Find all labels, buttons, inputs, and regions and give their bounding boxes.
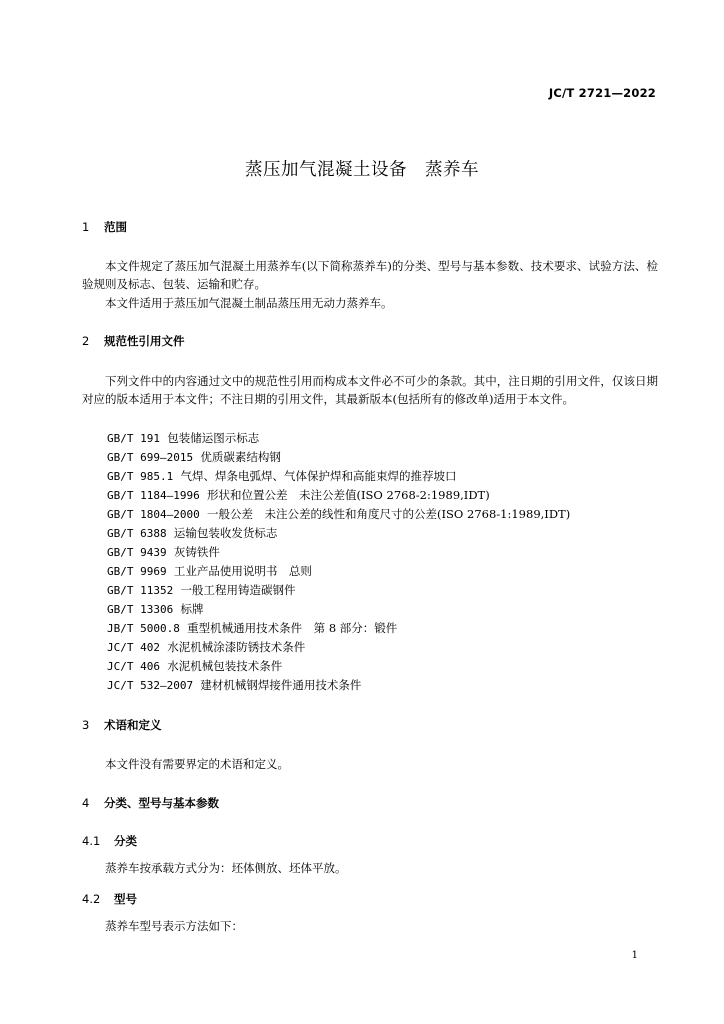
section-3-heading bbox=[82, 717, 162, 733]
subsection-4-1-heading bbox=[82, 833, 137, 849]
section-2-heading bbox=[82, 333, 185, 349]
reference-code: GB/T 1184—1996 bbox=[107, 489, 200, 502]
paragraph: 本文件规定了蒸压加气混凝土用蒸养车(以下简称蒸养车)的分类、型号与基本参数、技术要求、试验方法、检验规则及标志、包装、运输和贮存。 bbox=[82, 259, 658, 291]
reference-title: 气焊、焊条电弧焊、气体保护焊和高能束焊的推荐坡口 bbox=[180, 469, 457, 483]
paragraph: 本文件没有需要界定的术语和定义。 bbox=[105, 757, 289, 771]
list-item bbox=[107, 657, 570, 676]
list-item bbox=[107, 524, 570, 543]
reference-code: GB/T 191 bbox=[107, 432, 160, 445]
reference-code: JC/T 532—2007 bbox=[107, 679, 194, 692]
section-title: 分类 bbox=[114, 834, 137, 848]
reference-title: 标牌 bbox=[180, 602, 204, 616]
section-title: 型号 bbox=[114, 892, 137, 906]
section-number: 4.2 bbox=[82, 892, 101, 906]
section-1-heading bbox=[82, 219, 127, 235]
subsection-4-2-heading bbox=[82, 891, 137, 907]
reference-title: 运输包装收发货标志 bbox=[173, 526, 278, 540]
list-item bbox=[107, 505, 570, 524]
section-number: 4 bbox=[82, 796, 90, 810]
reference-code: GB/T 6388 bbox=[107, 527, 167, 540]
list-item bbox=[107, 467, 570, 486]
reference-title: 工业产品使用说明书 总则 bbox=[173, 564, 312, 578]
reference-title: 水泥机械包装技术条件 bbox=[167, 659, 283, 673]
reference-title: 水泥机械涂漆防锈技术条件 bbox=[167, 640, 306, 654]
reference-title: 重型机械通用技术条件 第 8 部分：锻件 bbox=[187, 621, 398, 635]
reference-code: GB/T 985.1 bbox=[107, 470, 174, 483]
reference-code: JC/T 402 bbox=[107, 641, 160, 654]
reference-code: GB/T 9969 bbox=[107, 565, 167, 578]
section-number: 1 bbox=[82, 220, 90, 234]
reference-code: GB/T 13306 bbox=[107, 603, 174, 616]
list-item bbox=[107, 429, 570, 448]
reference-title: 建材机械钢焊接件通用技术条件 bbox=[200, 678, 362, 692]
list-item bbox=[107, 619, 570, 638]
reference-code: GB/T 9439 bbox=[107, 546, 167, 559]
section-title: 范围 bbox=[104, 220, 127, 234]
reference-title: 一般公差 未注公差的线性和角度尺寸的公差(ISO 2768-1:1989,IDT) bbox=[207, 507, 571, 521]
reference-list bbox=[107, 429, 570, 695]
paragraph: 下列文件中的内容通过文中的规范性引用而构成本文件必不可少的条款。其中，注日期的引用文件，仅该日期对应的版本适用于本文件；不注日期的引用文件，其最新版本(包括所有的修改单)适用于本文件。 bbox=[82, 374, 658, 406]
section-4-heading bbox=[82, 795, 219, 811]
list-item bbox=[107, 543, 570, 562]
list-item bbox=[107, 600, 570, 619]
reference-code: JB/T 5000.8 bbox=[107, 622, 180, 635]
section-title: 术语和定义 bbox=[104, 718, 162, 732]
list-item bbox=[107, 562, 570, 581]
reference-title: 优质碳素结构钢 bbox=[200, 450, 281, 464]
document-title: 蒸压加气混凝土设备 蒸养车 bbox=[245, 160, 479, 180]
list-item bbox=[107, 486, 570, 505]
reference-title: 灰铸铁件 bbox=[173, 545, 220, 559]
section-number: 3 bbox=[82, 718, 90, 732]
section-number: 2 bbox=[82, 334, 90, 348]
section-title: 规范性引用文件 bbox=[104, 334, 185, 348]
page-number: 1 bbox=[631, 950, 638, 961]
reference-title: 包装储运图示标志 bbox=[167, 431, 260, 445]
section-number: 4.1 bbox=[82, 834, 101, 848]
paragraph: 本文件适用于蒸压加气混凝土制品蒸压用无动力蒸养车。 bbox=[105, 296, 393, 310]
list-item bbox=[107, 448, 570, 467]
reference-code: GB/T 699—2015 bbox=[107, 451, 194, 464]
document-code: JC/T 2721—2022 bbox=[548, 86, 656, 100]
reference-code: JC/T 406 bbox=[107, 660, 160, 673]
reference-title: 形状和位置公差 未注公差值(ISO 2768-2:1989,IDT) bbox=[207, 488, 490, 502]
reference-code: GB/T 1804—2000 bbox=[107, 508, 200, 521]
list-item bbox=[107, 676, 570, 695]
paragraph: 蒸养车型号表示方法如下： bbox=[105, 919, 243, 933]
section-title: 分类、型号与基本参数 bbox=[104, 796, 219, 810]
reference-title: 一般工程用铸造碳钢件 bbox=[180, 583, 296, 597]
paragraph: 蒸养车按承载方式分为：坯体侧放、坯体平放。 bbox=[105, 861, 347, 875]
list-item bbox=[107, 638, 570, 657]
reference-code: GB/T 11352 bbox=[107, 584, 174, 597]
list-item bbox=[107, 581, 570, 600]
